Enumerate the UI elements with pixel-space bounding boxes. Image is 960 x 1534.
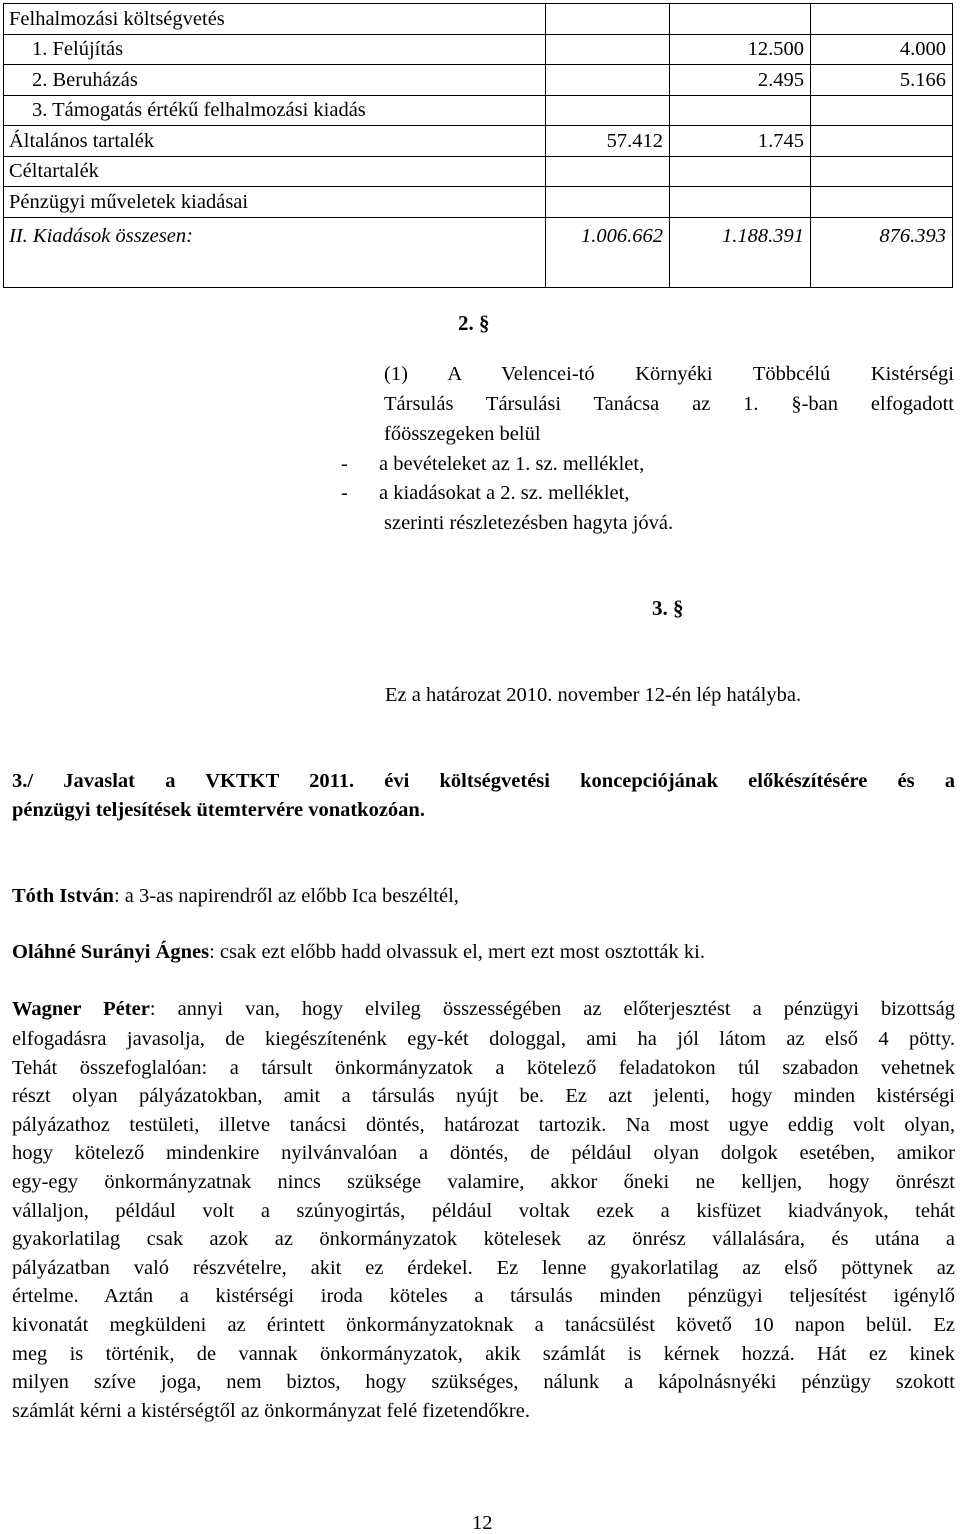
budget-value-cell bbox=[546, 156, 670, 187]
paragraph-line: vállaljon, például volt a szúnyogirtás, például voltak ezek a kisfüzet kiadványok, tehát bbox=[12, 1199, 955, 1222]
budget-label-cell: 1. Felújítás bbox=[4, 34, 546, 65]
budget-label-cell: II. Kiadások összesen: bbox=[4, 217, 546, 287]
budget-row bbox=[4, 34, 953, 65]
budget-value-cell bbox=[811, 126, 953, 157]
paragraph-line: gyakorlatilag csak azok az önkormányzatok kötelesek az önrész vállalására, és utána a bbox=[12, 1228, 955, 1251]
budget-table-body bbox=[4, 4, 953, 288]
budget-value-cell bbox=[546, 95, 670, 126]
paragraph-line: számlát kérni a kistérségtől az önkormányzat felé fizetendőkre. bbox=[12, 1399, 530, 1422]
budget-value-cell bbox=[811, 4, 953, 35]
budget-value-cell: 5.166 bbox=[811, 65, 953, 96]
section-2-sign: § bbox=[479, 311, 490, 335]
agenda-line-1: 3./ Javaslat a VKTKT 2011. évi költségvetési koncepciójának előkészítésére és a bbox=[12, 770, 955, 792]
budget-row bbox=[4, 95, 953, 126]
section-2-line-3: főösszegeken belül bbox=[384, 423, 541, 445]
budget-value-cell bbox=[670, 4, 811, 35]
budget-row bbox=[4, 126, 953, 157]
paragraph-line: részt olyan pályázatokban, amit a társulás nyújt be. Ez azt jelenti, hogy minden kistérségi bbox=[12, 1085, 955, 1108]
budget-value-cell: 57.412 bbox=[546, 126, 670, 157]
paragraph-line: elfogadásra javasolja, de kiegészítenénk egy-két dologgal, ami ha jól látom az első 4 pötty. bbox=[12, 1028, 955, 1050]
budget-row bbox=[4, 4, 953, 35]
wagner-first-line bbox=[12, 999, 955, 1020]
budget-label-cell: Felhalmozási költségvetés bbox=[4, 4, 546, 35]
budget-value-cell bbox=[546, 4, 670, 35]
speech-text: : annyi van, hogy elvileg összességében az előterjesztést a pénzügyi bizottság bbox=[149, 998, 955, 1020]
speech-toth bbox=[12, 886, 459, 907]
paragraph-line: milyen szíve joga, nem biztos, hogy szükséges, nálunk a kápolnásnyéki pénzügy szokott bbox=[12, 1371, 955, 1394]
paragraph-line: kivonatát megküldeni az érintett önkormányzatoknak a tanácsülést követő 10 napon belül. Ez bbox=[12, 1314, 955, 1336]
bullet-text: a bevételeket az 1. sz. melléklet, bbox=[379, 453, 645, 475]
budget-value-cell bbox=[811, 187, 953, 218]
section-2-closing-line: szerinti részletezésben hagyta jóvá. bbox=[384, 512, 674, 534]
paragraph-line: pályázatban való részvételre, akit ez érdekel. Ez lenne gyakorlatilag az első pöttynek az bbox=[12, 1256, 955, 1279]
paragraph-line: Tehát összefoglalóan: a társult önkormányzatok a kötelező feladatokon túl szabadon vehetnek bbox=[12, 1056, 955, 1079]
budget-value-cell bbox=[670, 156, 811, 187]
agenda-line-2: pénzügyi teljesítések ütemtervére vonatkozóan. bbox=[12, 799, 425, 821]
budget-value-cell: 1.006.662 bbox=[546, 217, 670, 287]
section-3-sign: § bbox=[673, 596, 684, 620]
budget-value-cell: 1.188.391 bbox=[670, 217, 811, 287]
budget-value-cell bbox=[670, 187, 811, 218]
section-2-number: 2. bbox=[458, 311, 474, 335]
speech-text: : csak ezt előbb hadd olvassuk el, mert ezt most osztották ki. bbox=[209, 941, 705, 963]
budget-value-cell: 4.000 bbox=[811, 34, 953, 65]
budget-value-cell bbox=[811, 156, 953, 187]
paragraph-line: pályázathoz testületi, illetve tanácsi döntés, határozat tartozik. Na most ugye eddig volt olyan, bbox=[12, 1113, 955, 1136]
budget-value-cell: 12.500 bbox=[670, 34, 811, 65]
budget-value-cell: 1.745 bbox=[670, 126, 811, 157]
budget-label-cell: 3. Támogatás értékű felhalmozási kiadás bbox=[4, 95, 546, 126]
budget-label-cell: Általános tartalék bbox=[4, 126, 546, 157]
budget-value-cell: 2.495 bbox=[670, 65, 811, 96]
budget-row bbox=[4, 187, 953, 218]
budget-table bbox=[3, 3, 953, 288]
budget-label-cell: Pénzügyi műveletek kiadásai bbox=[4, 187, 546, 218]
section-3-heading bbox=[652, 598, 684, 619]
section-3-text: Ez a határozat 2010. november 12-én lép hatályba. bbox=[385, 684, 802, 706]
bullet-marker: - bbox=[341, 453, 348, 475]
section-2-bullet-2 bbox=[341, 483, 629, 504]
budget-value-cell bbox=[811, 95, 953, 126]
paragraph-line: hogy kötelező mindenkire nyilvánvalóan a döntés, de például olyan dolgok esetében, amikor bbox=[12, 1142, 955, 1165]
paragraph-line: értelme. Aztán a kistérségi iroda köteles a társulás minden pénzügyi teljesítést igénylő bbox=[12, 1285, 955, 1308]
speech-text: : a 3-as napirendről az előbb Ica beszéltél, bbox=[113, 885, 459, 907]
budget-row bbox=[4, 65, 953, 96]
budget-row bbox=[4, 217, 953, 287]
speech-olahne bbox=[12, 942, 705, 963]
paragraph-line: meg is történik, de vannak önkormányzatok, akik számlát is kérnek hozzá. Hát ez kinek bbox=[12, 1342, 955, 1365]
budget-value-cell bbox=[546, 187, 670, 218]
section-2-line-1: (1) A Velencei-tó Környéki Többcélú Kistérségi bbox=[384, 363, 954, 385]
bullet-marker: - bbox=[341, 482, 348, 504]
section-2-heading bbox=[458, 313, 490, 334]
section-3-number: 3. bbox=[652, 596, 668, 620]
budget-value-cell bbox=[546, 34, 670, 65]
bullet-text: a kiadásokat a 2. sz. melléklet, bbox=[379, 482, 630, 504]
budget-value-cell bbox=[546, 65, 670, 96]
budget-label-cell: 2. Beruházás bbox=[4, 65, 546, 96]
budget-row bbox=[4, 156, 953, 187]
budget-value-cell: 876.393 bbox=[811, 217, 953, 287]
section-2-line-2: Társulás Társulási Tanácsa az 1. §-ban elfogadott bbox=[384, 393, 954, 415]
budget-value-cell bbox=[670, 95, 811, 126]
speaker-name: Wagner Péter bbox=[12, 998, 150, 1020]
page-number: 12 bbox=[472, 1512, 493, 1534]
speaker-name: Oláhné Surányi Ágnes bbox=[12, 941, 210, 963]
speaker-name: Tóth István bbox=[12, 885, 114, 907]
section-2-bullet-1 bbox=[341, 454, 644, 475]
budget-label-cell: Céltartalék bbox=[4, 156, 546, 187]
paragraph-line: egy-egy önkormányzatnak nincs szüksége valamire, akkor őneki ne kelljen, hogy önrészt bbox=[12, 1171, 955, 1193]
